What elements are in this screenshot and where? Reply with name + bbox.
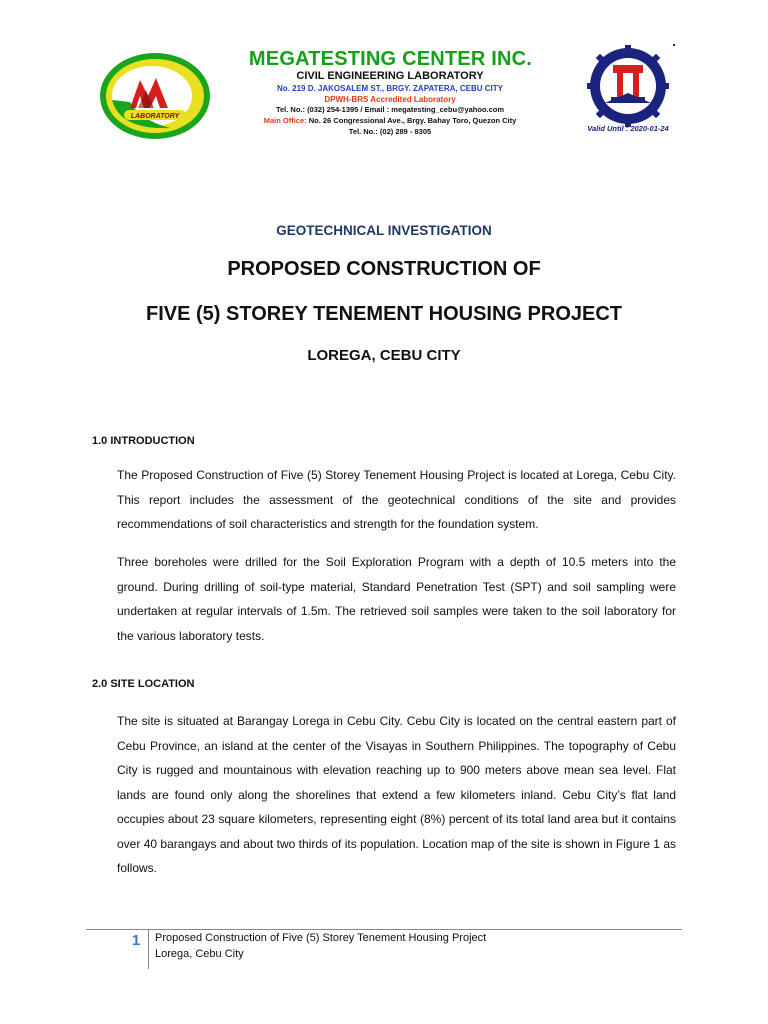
document-title-line2: FIVE (5) STOREY TENEMENT HOUSING PROJECT [146, 303, 622, 325]
section-heading-introduction: 1.0 INTRODUCTION [92, 435, 195, 447]
introduction-paragraph-2: Three boreholes were drilled for the Soil Exploration Program with a depth of 10.5 meters into the ground. During drilling of soil-type material, Standard Penetration Test (SPT) and soil sampling were undertaken at regular intervals of 1.5m. The retrieved soil samples were taken to the soil laboratory for the various laboratory tests. [117, 555, 676, 643]
megatesting-logo [100, 50, 210, 140]
dpwh-seal-icon [583, 45, 673, 127]
document-location: LOREGA, CEBU CITY [307, 347, 461, 364]
page-number: 1 [131, 932, 141, 949]
site-location-paragraph: The site is situated at Barangay Lorega in Cebu City. Cebu City is located on the central eastern part of Cebu Province, an island at the center of the Visayas in Southern Philippines. The topography of Cebu City is rugged and mountainous with elevation reaching up to 900 meters above mean sea level. Flat lands are found only along the shorelines that extend a few kilometers inland. Cebu City’s flat land occupies about 23 square kilometers, representing eight (8%) percent of its total land area but it contains over 40 barangays and about two thirds of its population. Location map of the site is shown in Figure 1 as follows. [117, 714, 676, 875]
footer-rule [86, 929, 682, 930]
document-title-line1: PROPOSED CONSTRUCTION OF [227, 258, 541, 280]
logo-label: LABORATORY [130, 113, 180, 120]
company-name: MEGATESTING CENTER INC. [248, 48, 533, 70]
main-office-tel: Tel. No.: (02) 289 - 8305 [348, 127, 432, 136]
main-office-address: No. 26 Congressional Ave., Brgy. Bahay Toro, Quezon City [306, 116, 517, 125]
company-address: No. 219 D. JAKOSALEM ST., BRGY. ZAPATERA, CEBU CITY [277, 84, 503, 93]
company-subtitle: CIVIL ENGINEERING LABORATORY [296, 70, 484, 82]
letterhead [0, 0, 768, 150]
corner-dot [673, 44, 675, 46]
main-office-line [200, 116, 580, 125]
section-heading-site-location: 2.0 SITE LOCATION [92, 678, 195, 690]
main-office-label: Main Office: [263, 116, 307, 125]
footer-project-title: Proposed Construction of Five (5) Storey Tenement Housing Project [155, 932, 487, 944]
contact-line: Tel. No.: (032) 254-1395 / Email : megatesting_cebu@yahoo.com [275, 105, 505, 114]
accreditation-text: DPWH-BRS Accredited Laboratory [324, 95, 456, 104]
footer-location: Lorega, Cebu City [155, 948, 244, 960]
seal-valid-until: Valid Until : 2020-01-24 [587, 124, 669, 133]
introduction-paragraph-1: The Proposed Construction of Five (5) Storey Tenement Housing Project is located at Lorega, Cebu City. This report includes the assessment of the geotechnical conditions of the site and provides recommendations of soil characteristics and strength for the foundation system. [117, 468, 676, 531]
document-kicker: GEOTECHNICAL INVESTIGATION [276, 223, 492, 238]
footer-divider [148, 929, 149, 969]
